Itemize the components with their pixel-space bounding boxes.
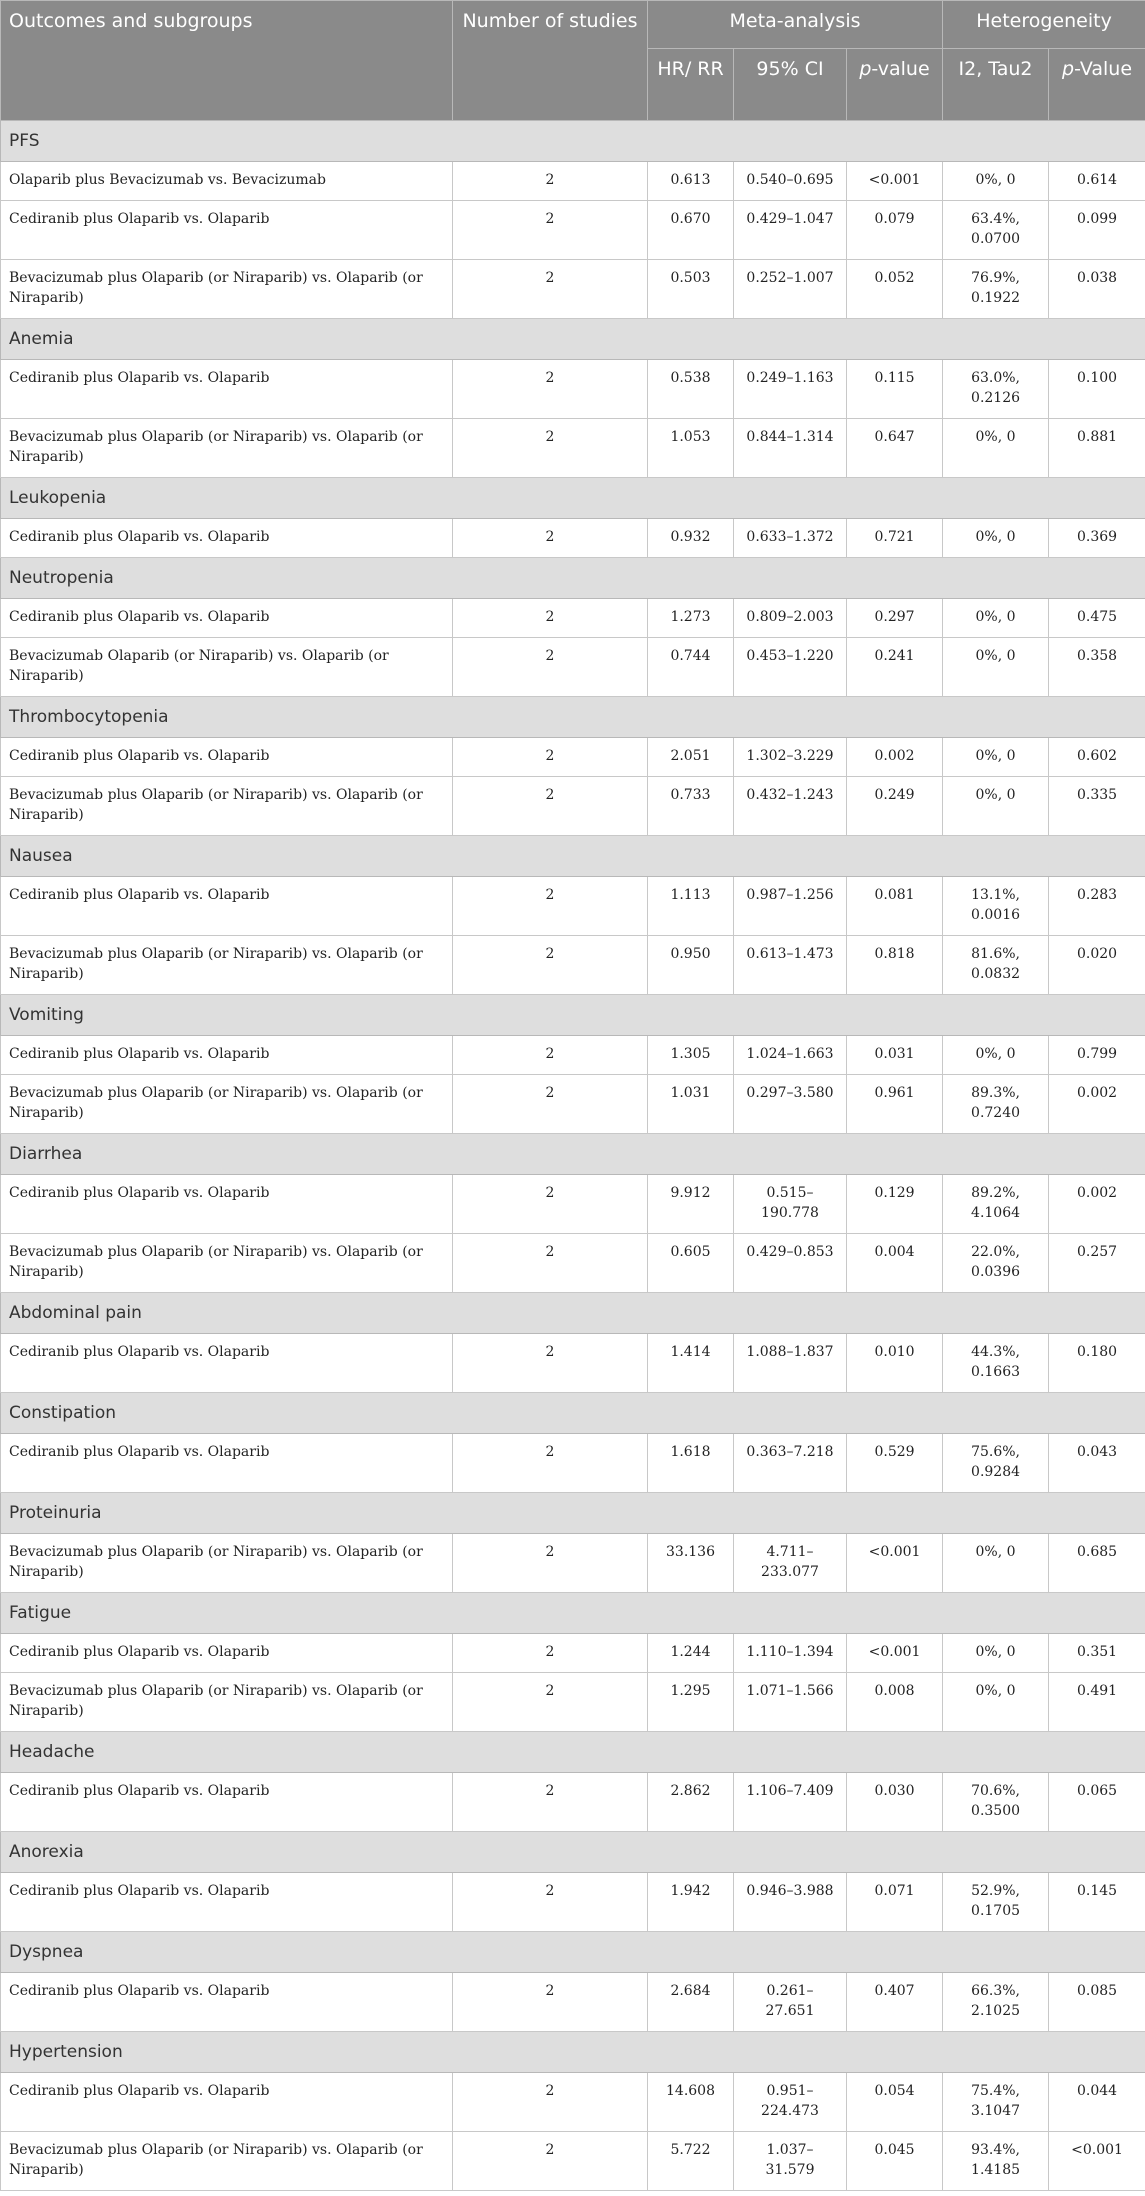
ci-cell: 0.297–3.580 (734, 1075, 847, 1134)
subgroup-cell: Cediranib plus Olaparib vs. Olaparib (1, 1434, 453, 1493)
ci-cell: 1.071–1.566 (734, 1673, 847, 1732)
i2-tau2-cell: 0%, 0 (943, 519, 1049, 558)
header-p-value (847, 49, 943, 121)
ci-cell: 0.432–1.243 (734, 777, 847, 836)
studies-cell: 2 (453, 1873, 648, 1932)
heterogeneity-p-cell: 0.614 (1049, 162, 1145, 201)
table-row (1, 201, 1145, 260)
i2-tau2-cell: 0%, 0 (943, 638, 1049, 697)
studies-cell: 2 (453, 1973, 648, 2032)
heterogeneity-p-cell: 0.491 (1049, 1673, 1145, 1732)
studies-cell: 2 (453, 1334, 648, 1393)
studies-cell: 2 (453, 1673, 648, 1732)
hr-cell: 1.113 (648, 877, 734, 936)
table-row (1, 638, 1145, 697)
ci-cell: 1.088–1.837 (734, 1334, 847, 1393)
group-row (1, 1593, 1145, 1634)
group-label: Anorexia (1, 1832, 1145, 1873)
subgroup-cell: Bevacizumab plus Olaparib (or Niraparib) vs. Olaparib (or Niraparib) (1, 1534, 453, 1593)
ci-cell: 1.106–7.409 (734, 1773, 847, 1832)
table-row (1, 1175, 1145, 1234)
p-value-cell: 0.030 (847, 1773, 943, 1832)
group-row (1, 1293, 1145, 1334)
table-row (1, 1075, 1145, 1134)
studies-cell: 2 (453, 1234, 648, 1293)
ci-cell: 0.249–1.163 (734, 360, 847, 419)
ci-cell: 0.261–27.651 (734, 1973, 847, 2032)
p-value-cell: <0.001 (847, 1634, 943, 1673)
hr-cell: 5.722 (648, 2132, 734, 2191)
group-label: PFS (1, 121, 1145, 162)
table-row (1, 2073, 1145, 2132)
group-row (1, 1393, 1145, 1434)
ci-cell: 1.302–3.229 (734, 738, 847, 777)
subgroup-cell: Bevacizumab plus Olaparib (or Niraparib) vs. Olaparib (or Niraparib) (1, 1234, 453, 1293)
table-row (1, 1434, 1145, 1493)
table-header (1, 1, 1145, 121)
hr-cell: 0.605 (648, 1234, 734, 1293)
table-row (1, 1534, 1145, 1593)
i2-tau2-cell: 0%, 0 (943, 1634, 1049, 1673)
header-heterogeneity-p-value (1049, 49, 1145, 121)
header-hp-rest: -Value (1074, 58, 1133, 80)
table-row (1, 1873, 1145, 1932)
ci-cell: 4.711–233.077 (734, 1534, 847, 1593)
hr-cell: 1.305 (648, 1036, 734, 1075)
ci-cell: 0.429–1.047 (734, 201, 847, 260)
p-value-cell: <0.001 (847, 162, 943, 201)
studies-cell: 2 (453, 419, 648, 478)
table-row (1, 877, 1145, 936)
table-row (1, 2132, 1145, 2191)
table-row (1, 738, 1145, 777)
p-value-cell: 0.529 (847, 1434, 943, 1493)
table-row (1, 519, 1145, 558)
header-hp-italic: p (1062, 58, 1075, 80)
subgroup-cell: Cediranib plus Olaparib vs. Olaparib (1, 1036, 453, 1075)
subgroup-cell: Bevacizumab plus Olaparib (or Niraparib) vs. Olaparib (or Niraparib) (1, 2132, 453, 2191)
group-row (1, 697, 1145, 738)
header-i2-tau2: I2, Tau2 (943, 49, 1049, 121)
p-value-cell: 0.010 (847, 1334, 943, 1393)
heterogeneity-p-cell: 0.335 (1049, 777, 1145, 836)
i2-tau2-cell: 0%, 0 (943, 419, 1049, 478)
studies-cell: 2 (453, 1075, 648, 1134)
studies-cell: 2 (453, 638, 648, 697)
i2-tau2-cell: 75.4%, 3.1047 (943, 2073, 1049, 2132)
hr-cell: 1.618 (648, 1434, 734, 1493)
subgroup-cell: Cediranib plus Olaparib vs. Olaparib (1, 1634, 453, 1673)
subgroup-cell: Bevacizumab plus Olaparib (or Niraparib) vs. Olaparib (or Niraparib) (1, 777, 453, 836)
hr-cell: 0.503 (648, 260, 734, 319)
ci-cell: 1.110–1.394 (734, 1634, 847, 1673)
table-row (1, 1334, 1145, 1393)
p-value-cell: 0.407 (847, 1973, 943, 2032)
hr-cell: 1.053 (648, 419, 734, 478)
studies-cell: 2 (453, 1634, 648, 1673)
i2-tau2-cell: 89.3%, 0.7240 (943, 1075, 1049, 1134)
i2-tau2-cell: 0%, 0 (943, 1036, 1049, 1075)
group-label: Constipation (1, 1393, 1145, 1434)
studies-cell: 2 (453, 519, 648, 558)
hr-cell: 0.538 (648, 360, 734, 419)
subgroup-cell: Cediranib plus Olaparib vs. Olaparib (1, 1334, 453, 1393)
hr-cell: 0.744 (648, 638, 734, 697)
heterogeneity-p-cell: 0.283 (1049, 877, 1145, 936)
hr-cell: 0.950 (648, 936, 734, 995)
heterogeneity-p-cell: 0.799 (1049, 1036, 1145, 1075)
heterogeneity-p-cell: 0.369 (1049, 519, 1145, 558)
subgroup-cell: Cediranib plus Olaparib vs. Olaparib (1, 1873, 453, 1932)
p-value-cell: 0.004 (847, 1234, 943, 1293)
table-row (1, 360, 1145, 419)
ci-cell: 0.515–190.778 (734, 1175, 847, 1234)
p-value-cell: 0.721 (847, 519, 943, 558)
i2-tau2-cell: 0%, 0 (943, 777, 1049, 836)
hr-cell: 14.608 (648, 2073, 734, 2132)
studies-cell: 2 (453, 936, 648, 995)
heterogeneity-p-cell: 0.085 (1049, 1973, 1145, 2032)
p-value-cell: 0.129 (847, 1175, 943, 1234)
hr-cell: 1.244 (648, 1634, 734, 1673)
subgroup-cell: Cediranib plus Olaparib vs. Olaparib (1, 877, 453, 936)
subgroup-cell: Bevacizumab Olaparib (or Niraparib) vs. Olaparib (or Niraparib) (1, 638, 453, 697)
header-p-italic: p (859, 58, 872, 80)
heterogeneity-p-cell: 0.881 (1049, 419, 1145, 478)
studies-cell: 2 (453, 2132, 648, 2191)
table-row (1, 1673, 1145, 1732)
hr-cell: 1.295 (648, 1673, 734, 1732)
heterogeneity-p-cell: 0.475 (1049, 599, 1145, 638)
heterogeneity-p-cell: 0.043 (1049, 1434, 1145, 1493)
studies-cell: 2 (453, 2073, 648, 2132)
hr-cell: 0.932 (648, 519, 734, 558)
i2-tau2-cell: 63.4%, 0.0700 (943, 201, 1049, 260)
table-row (1, 1036, 1145, 1075)
p-value-cell: 0.079 (847, 201, 943, 260)
group-label: Nausea (1, 836, 1145, 877)
ci-cell: 1.024–1.663 (734, 1036, 847, 1075)
ci-cell: 1.037–31.579 (734, 2132, 847, 2191)
table-row (1, 1973, 1145, 2032)
subgroup-cell: Cediranib plus Olaparib vs. Olaparib (1, 360, 453, 419)
table-row (1, 599, 1145, 638)
subgroup-cell: Bevacizumab plus Olaparib (or Niraparib) vs. Olaparib (or Niraparib) (1, 260, 453, 319)
studies-cell: 2 (453, 1434, 648, 1493)
group-label: Neutropenia (1, 558, 1145, 599)
table-row (1, 777, 1145, 836)
i2-tau2-cell: 0%, 0 (943, 1673, 1049, 1732)
hr-cell: 0.733 (648, 777, 734, 836)
ci-cell: 0.844–1.314 (734, 419, 847, 478)
group-row (1, 1732, 1145, 1773)
group-label: Dyspnea (1, 1932, 1145, 1973)
hr-cell: 2.684 (648, 1973, 734, 2032)
heterogeneity-p-cell: 0.002 (1049, 1075, 1145, 1134)
p-value-cell: 0.249 (847, 777, 943, 836)
subgroup-cell: Cediranib plus Olaparib vs. Olaparib (1, 2073, 453, 2132)
heterogeneity-p-cell: 0.038 (1049, 260, 1145, 319)
p-value-cell: 0.008 (847, 1673, 943, 1732)
header-hr-rr: HR/ RR (648, 49, 734, 121)
hr-cell: 33.136 (648, 1534, 734, 1593)
ci-cell: 0.809–2.003 (734, 599, 847, 638)
hr-cell: 2.862 (648, 1773, 734, 1832)
group-row (1, 836, 1145, 877)
subgroup-cell: Cediranib plus Olaparib vs. Olaparib (1, 1175, 453, 1234)
group-row (1, 995, 1145, 1036)
subgroup-cell: Olaparib plus Bevacizumab vs. Bevacizumab (1, 162, 453, 201)
table-row (1, 936, 1145, 995)
heterogeneity-p-cell: 0.351 (1049, 1634, 1145, 1673)
heterogeneity-p-cell: 0.145 (1049, 1873, 1145, 1932)
header-number-of-studies: Number of studies (453, 1, 648, 121)
studies-cell: 2 (453, 777, 648, 836)
p-value-cell: 0.961 (847, 1075, 943, 1134)
studies-cell: 2 (453, 738, 648, 777)
studies-cell: 2 (453, 1036, 648, 1075)
i2-tau2-cell: 22.0%, 0.0396 (943, 1234, 1049, 1293)
i2-tau2-cell: 13.1%, 0.0016 (943, 877, 1049, 936)
i2-tau2-cell: 70.6%, 0.3500 (943, 1773, 1049, 1832)
hr-cell: 1.942 (648, 1873, 734, 1932)
p-value-cell: 0.297 (847, 599, 943, 638)
i2-tau2-cell: 81.6%, 0.0832 (943, 936, 1049, 995)
i2-tau2-cell: 63.0%, 0.2126 (943, 360, 1049, 419)
subgroup-cell: Cediranib plus Olaparib vs. Olaparib (1, 1973, 453, 2032)
p-value-cell: 0.031 (847, 1036, 943, 1075)
hr-cell: 9.912 (648, 1175, 734, 1234)
heterogeneity-p-cell: 0.065 (1049, 1773, 1145, 1832)
i2-tau2-cell: 93.4%, 1.4185 (943, 2132, 1049, 2191)
heterogeneity-p-cell: 0.002 (1049, 1175, 1145, 1234)
i2-tau2-cell: 75.6%, 0.9284 (943, 1434, 1049, 1493)
heterogeneity-p-cell: 0.100 (1049, 360, 1145, 419)
subgroup-cell: Cediranib plus Olaparib vs. Olaparib (1, 1773, 453, 1832)
table-row (1, 1634, 1145, 1673)
heterogeneity-p-cell: <0.001 (1049, 2132, 1145, 2191)
p-value-cell: 0.241 (847, 638, 943, 697)
header-outcomes: Outcomes and subgroups (1, 1, 453, 121)
studies-cell: 2 (453, 260, 648, 319)
heterogeneity-p-cell: 0.602 (1049, 738, 1145, 777)
hr-cell: 1.031 (648, 1075, 734, 1134)
hr-cell: 2.051 (648, 738, 734, 777)
subgroup-cell: Cediranib plus Olaparib vs. Olaparib (1, 201, 453, 260)
studies-cell: 2 (453, 1534, 648, 1593)
header-heterogeneity: Heterogeneity (943, 1, 1145, 49)
i2-tau2-cell: 52.9%, 0.1705 (943, 1873, 1049, 1932)
heterogeneity-p-cell: 0.099 (1049, 201, 1145, 260)
studies-cell: 2 (453, 360, 648, 419)
group-row (1, 121, 1145, 162)
p-value-cell: 0.115 (847, 360, 943, 419)
subgroup-cell: Cediranib plus Olaparib vs. Olaparib (1, 738, 453, 777)
p-value-cell: 0.045 (847, 2132, 943, 2191)
subgroup-cell: Bevacizumab plus Olaparib (or Niraparib) vs. Olaparib (or Niraparib) (1, 1075, 453, 1134)
group-row (1, 2032, 1145, 2073)
heterogeneity-p-cell: 0.257 (1049, 1234, 1145, 1293)
table-row (1, 1234, 1145, 1293)
heterogeneity-p-cell: 0.020 (1049, 936, 1145, 995)
i2-tau2-cell: 89.2%, 4.1064 (943, 1175, 1049, 1234)
header-95-ci: 95% CI (734, 49, 847, 121)
group-row (1, 1134, 1145, 1175)
p-value-cell: 0.052 (847, 260, 943, 319)
group-label: Proteinuria (1, 1493, 1145, 1534)
ci-cell: 0.540–0.695 (734, 162, 847, 201)
studies-cell: 2 (453, 162, 648, 201)
header-p-rest: -value (871, 58, 930, 80)
studies-cell: 2 (453, 1175, 648, 1234)
i2-tau2-cell: 76.9%, 0.1922 (943, 260, 1049, 319)
header-meta-analysis: Meta-analysis (648, 1, 943, 49)
p-value-cell: 0.818 (847, 936, 943, 995)
studies-cell: 2 (453, 877, 648, 936)
ci-cell: 0.613–1.473 (734, 936, 847, 995)
hr-cell: 0.613 (648, 162, 734, 201)
group-label: Hypertension (1, 2032, 1145, 2073)
table-body (1, 121, 1145, 2191)
i2-tau2-cell: 0%, 0 (943, 162, 1049, 201)
group-row (1, 319, 1145, 360)
heterogeneity-p-cell: 0.358 (1049, 638, 1145, 697)
ci-cell: 0.363–7.218 (734, 1434, 847, 1493)
group-label: Diarrhea (1, 1134, 1145, 1175)
subgroup-cell: Bevacizumab plus Olaparib (or Niraparib) vs. Olaparib (or Niraparib) (1, 936, 453, 995)
ci-cell: 0.252–1.007 (734, 260, 847, 319)
i2-tau2-cell: 0%, 0 (943, 738, 1049, 777)
ci-cell: 0.633–1.372 (734, 519, 847, 558)
subgroup-cell: Bevacizumab plus Olaparib (or Niraparib) vs. Olaparib (or Niraparib) (1, 419, 453, 478)
heterogeneity-p-cell: 0.685 (1049, 1534, 1145, 1593)
i2-tau2-cell: 0%, 0 (943, 1534, 1049, 1593)
subgroup-cell: Bevacizumab plus Olaparib (or Niraparib) vs. Olaparib (or Niraparib) (1, 1673, 453, 1732)
subgroup-cell: Cediranib plus Olaparib vs. Olaparib (1, 519, 453, 558)
p-value-cell: 0.002 (847, 738, 943, 777)
group-row (1, 1932, 1145, 1973)
p-value-cell: 0.647 (847, 419, 943, 478)
group-label: Headache (1, 1732, 1145, 1773)
studies-cell: 2 (453, 599, 648, 638)
ci-cell: 0.946–3.988 (734, 1873, 847, 1932)
group-label: Thrombocytopenia (1, 697, 1145, 738)
group-row (1, 1832, 1145, 1873)
i2-tau2-cell: 66.3%, 2.1025 (943, 1973, 1049, 2032)
studies-cell: 2 (453, 201, 648, 260)
table-row (1, 260, 1145, 319)
hr-cell: 1.273 (648, 599, 734, 638)
p-value-cell: 0.071 (847, 1873, 943, 1932)
i2-tau2-cell: 0%, 0 (943, 599, 1049, 638)
heterogeneity-p-cell: 0.180 (1049, 1334, 1145, 1393)
ci-cell: 0.987–1.256 (734, 877, 847, 936)
ci-cell: 0.951–224.473 (734, 2073, 847, 2132)
table-row (1, 1773, 1145, 1832)
group-row (1, 478, 1145, 519)
group-label: Anemia (1, 319, 1145, 360)
heterogeneity-p-cell: 0.044 (1049, 2073, 1145, 2132)
i2-tau2-cell: 44.3%, 0.1663 (943, 1334, 1049, 1393)
p-value-cell: 0.081 (847, 877, 943, 936)
group-label: Vomiting (1, 995, 1145, 1036)
p-value-cell: <0.001 (847, 1534, 943, 1593)
p-value-cell: 0.054 (847, 2073, 943, 2132)
group-row (1, 1493, 1145, 1534)
studies-cell: 2 (453, 1773, 648, 1832)
hr-cell: 1.414 (648, 1334, 734, 1393)
group-label: Abdominal pain (1, 1293, 1145, 1334)
group-row (1, 558, 1145, 599)
ci-cell: 0.429–0.853 (734, 1234, 847, 1293)
ci-cell: 0.453–1.220 (734, 638, 847, 697)
table-row (1, 419, 1145, 478)
group-label: Fatigue (1, 1593, 1145, 1634)
group-label: Leukopenia (1, 478, 1145, 519)
subgroup-cell: Cediranib plus Olaparib vs. Olaparib (1, 599, 453, 638)
hr-cell: 0.670 (648, 201, 734, 260)
table-row (1, 162, 1145, 201)
